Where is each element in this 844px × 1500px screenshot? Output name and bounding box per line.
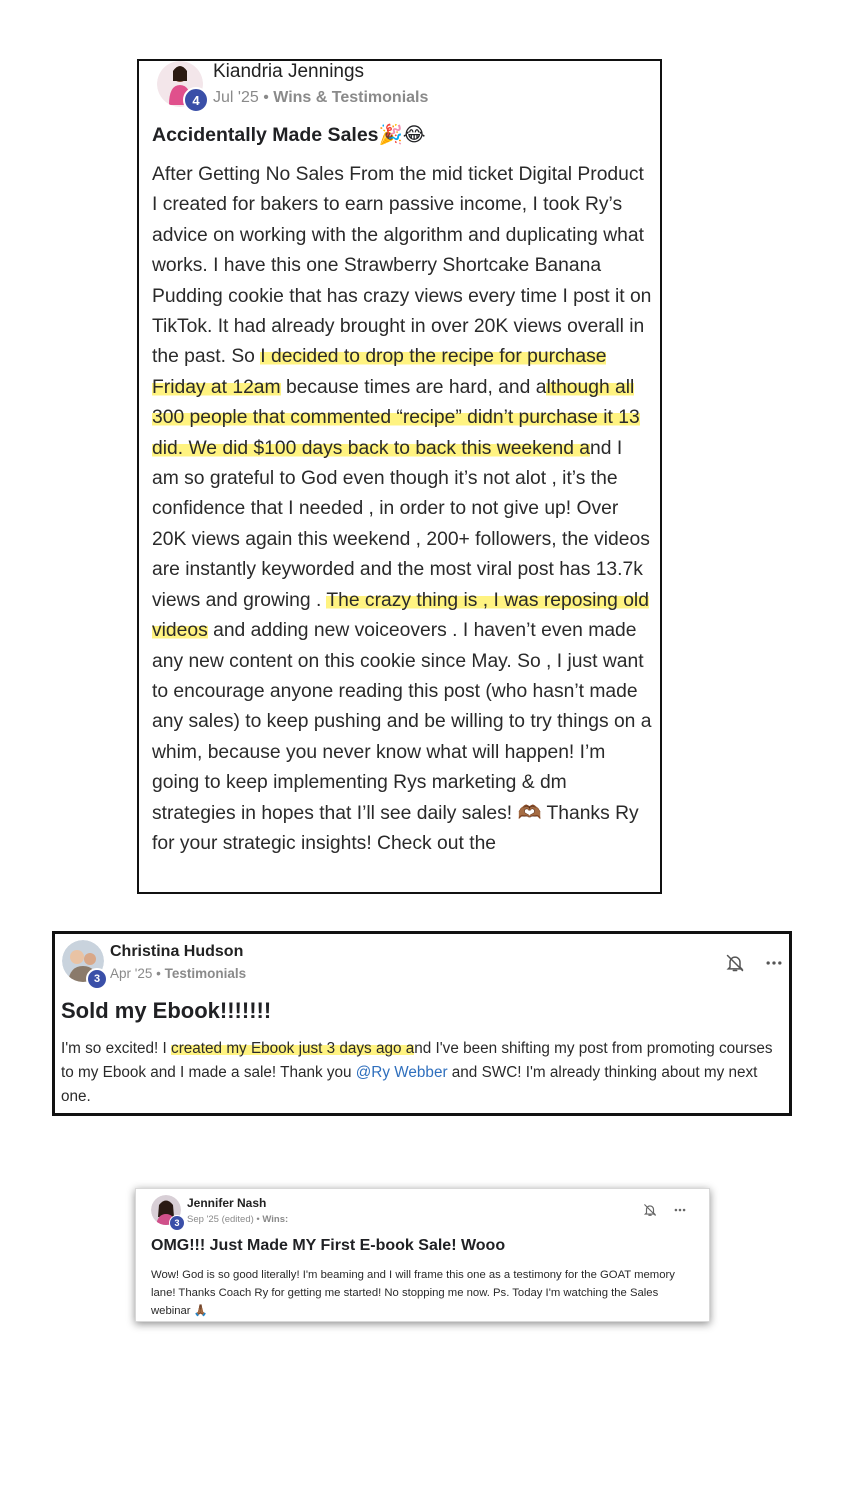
- avatar[interactable]: [62, 940, 104, 985]
- post-meta: [187, 1214, 288, 1225]
- post-meta: [213, 89, 428, 107]
- post-date: Apr '25: [110, 966, 153, 981]
- post-meta: [110, 966, 246, 981]
- mention-link[interactable]: @Ry Webber: [355, 1064, 448, 1081]
- body-text: Wow! God is so good literally! I'm beaming and I will frame this one as a testimony for the GOAT memory lane! Thanks Coach Ry for getting me started! No stopping me now. Ps. Today I'm watching the Sales webinar 🙏🏾: [151, 1269, 675, 1317]
- post-date: Sep '25 (edited): [187, 1214, 254, 1225]
- author-name[interactable]: Kiandria Jennings: [213, 61, 365, 82]
- post-card-christina[interactable]: [52, 931, 792, 1116]
- level-badge: 3: [169, 1215, 185, 1231]
- bell-off-icon[interactable]: [723, 951, 747, 975]
- meta-separator: •: [258, 89, 274, 106]
- post-title[interactable]: Accidentally Made Sales🎉😂: [152, 124, 426, 146]
- post-date: Jul '25: [213, 89, 259, 106]
- more-horizontal-icon[interactable]: [672, 1202, 688, 1218]
- post-title[interactable]: OMG!!! Just Made MY First E-book Sale! Wooo: [151, 1237, 506, 1254]
- avatar[interactable]: [151, 1195, 181, 1228]
- body-text: After Getting No Sales From the mid ticket Digital Product I created for bakers to earn passive income, I took Ry’s advice on working with the algorithm and duplicating what works. I have this one Strawberry Shortcake Banana Pudding cookie that has crazy views every time I post it on TikTok. It had already brought in over 20K views overall in the past. So: [152, 164, 652, 368]
- post-card-kiandria[interactable]: [137, 59, 662, 894]
- meta-separator: •: [253, 1214, 263, 1225]
- highlighted-text: I decided to drop the recipe for purchase Friday at 12am: [152, 346, 607, 398]
- meta-separator: •: [152, 966, 165, 981]
- post-category[interactable]: Testimonials: [164, 966, 247, 981]
- avatar[interactable]: [157, 61, 203, 107]
- post-card-jennifer[interactable]: [135, 1188, 710, 1322]
- level-badge: 4: [183, 87, 209, 113]
- author-name[interactable]: Christina Hudson: [110, 943, 244, 960]
- level-badge: 3: [86, 968, 108, 990]
- body-text: nd I've been shifting my post from promoting courses to my Ebook and I made a sale! Thank you: [61, 1040, 773, 1081]
- body-text: I'm so excited! I: [61, 1040, 172, 1057]
- post-category[interactable]: Wins & Testimonials: [273, 89, 429, 106]
- post-title[interactable]: Sold my Ebook!!!!!!!: [61, 998, 272, 1023]
- post-category[interactable]: Wins:: [262, 1214, 289, 1225]
- body-text: because times are hard, and a: [280, 376, 547, 398]
- highlighted-text: lthough all 300 people that commented “recipe” didn’t purchase it 13 did. We did $100 days back to back this weekend a: [152, 376, 640, 459]
- bell-off-icon[interactable]: [642, 1202, 658, 1218]
- post-body: [151, 1266, 696, 1320]
- body-text: nd I am so grateful to God even though it’s not alot , it’s the confidence that I needed , in order to not give up! Over 20K views again this weekend , 200+ followers, the videos are instantly keyworded and the most viral post has 13.7k views and growing .: [152, 437, 650, 611]
- post-body: [61, 1037, 786, 1109]
- body-text: and adding new voiceovers . I haven’t even made any new content on this cookie since May. So , I just want to encourage anyone reading this post (who hasn’t made any sales) to keep pushing and be willing to try things on a whim, because you never know what will happen! I’m going to keep implementing Rys marketing & dm strategies in hopes that I’ll see daily sales! 🫶🏾 Thanks Ry for your strategic insights! Check out the: [152, 620, 652, 854]
- post-body: [152, 160, 652, 859]
- more-horizontal-icon[interactable]: [762, 951, 786, 975]
- highlighted-text: The crazy thing is , I was reposing old videos: [152, 589, 649, 642]
- author-name[interactable]: Jennifer Nash: [187, 1196, 267, 1210]
- highlighted-text: created my Ebook just 3 days ago a: [171, 1040, 415, 1057]
- body-text: and SWC! I'm already thinking about my next one.: [61, 1064, 758, 1105]
